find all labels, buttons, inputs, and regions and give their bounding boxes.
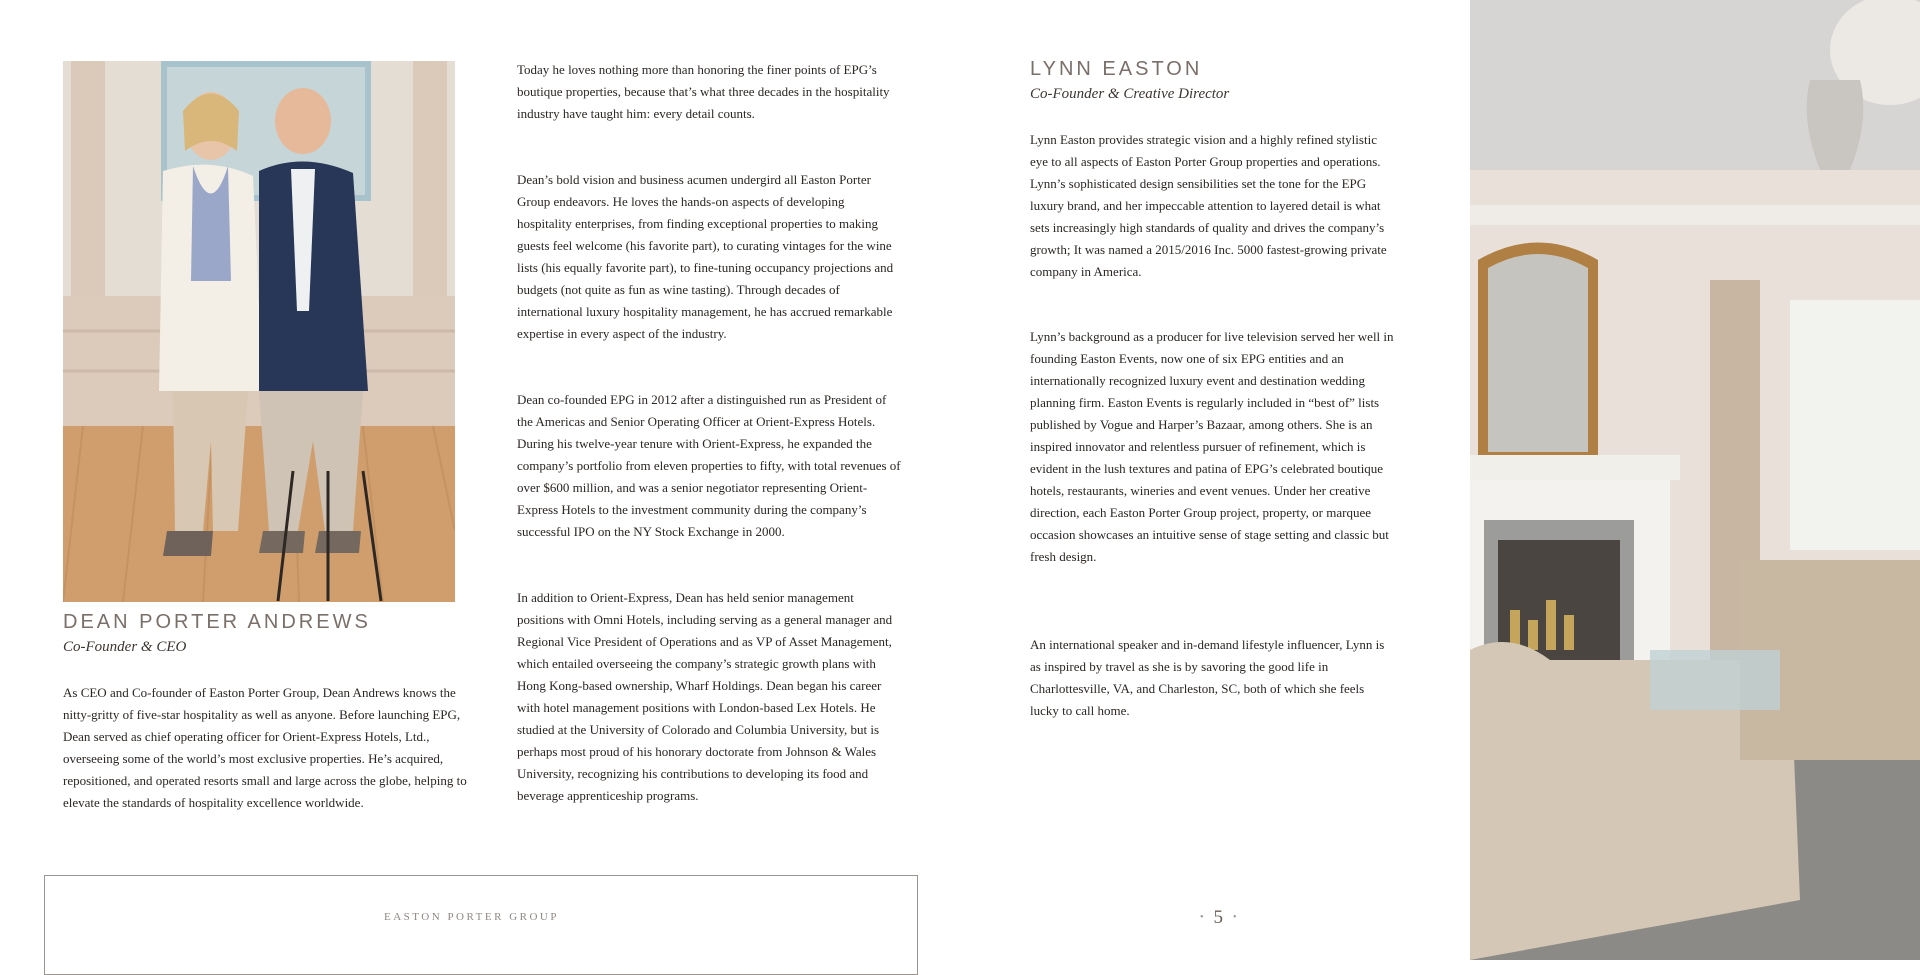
person-role-dean: Co-Founder & CEO xyxy=(63,639,187,655)
page-number-value: 5 xyxy=(1213,907,1224,928)
founders-photo xyxy=(63,61,455,602)
interior-photo xyxy=(1470,0,1920,960)
person-role-lynn: Co-Founder & Creative Director xyxy=(1030,86,1230,102)
bio-paragraph: As CEO and Co-founder of Easton Porter Group, Dean Andrews knows the nitty-gritty of five-star hospitality as well as anyone. Before launching EPG, Dean served as chief operating officer for Orient-Express Hotels, Ltd., overseeing some of the world’s most exclusive properties. He’s acquired, repositioned, and operated resorts small and large across the globe, helping to elevate the standards of hospitality excellence worldwide. xyxy=(63,685,467,810)
footer-company-name: EASTON PORTER GROUP xyxy=(384,911,559,923)
person-name-dean: DEAN PORTER ANDREWS xyxy=(63,611,371,633)
bio-paragraph: Lynn Easton provides strategic vision and a highly refined stylistic eye to all aspects of Easton Porter Group properties and operations. Lynn’s sophisticated design sensibilities set the tone for the EPG luxury brand, and her impeccable attention to layered detail is what sets increasingly high standards of quality and drives the company’s growth; It was named a 2015/2016 Inc. 5000 fastest-growing private company in America. xyxy=(1030,132,1387,279)
bio-paragraph: Dean’s bold vision and business acumen undergird all Easton Porter Group endeavors. He loves the hands-on aspects of developing hospitality enterprises, from finding exceptional properties to making guests feel welcome (his favorite part), to curating vintages for the wine lists (his equally favorite part), to fine-tuning occupancy projections and budgets (not quite as fun as wine tasting). Through decades of international luxury hospitality management, he has accrued remarkable expertise in every aspect of the industry. xyxy=(517,172,894,341)
bio-paragraph: Today he loves nothing more than honoring the finer points of EPG’s boutique properties, because that’s what three decades in the hospitality industry have taught him: every detail counts. xyxy=(517,62,890,121)
person-name-lynn: LYNN EASTON xyxy=(1030,58,1203,80)
page-number xyxy=(1190,907,1247,929)
bio-paragraph: An international speaker and in-demand lifestyle influencer, Lynn is as inspired by travel as she is by savoring the good life in Charlottesville, VA, and Charleston, SC, both of which she feels lucky to call home. xyxy=(1030,637,1385,718)
bullet-icon: • xyxy=(1200,912,1204,923)
bio-paragraph: Dean co-founded EPG in 2012 after a distinguished run as President of the Americas and Senior Operating Officer at Orient-Express Hotels. During his twelve-year tenure with Orient-Express, he expanded the company’s portfolio from eleven properties to fifty, with total revenues of over $600 million, and was a senior negotiator representing Orient-Express Hotels to the investment community during the company’s successful IPO on the NY Stock Exchange in 2000. xyxy=(517,392,901,539)
bio-paragraph: In addition to Orient-Express, Dean has held senior management positions with Omni Hotels, including serving as a general manager and Regional Vice President of Operations and as VP of Asset Management, which entailed overseeing the company’s strategic growth plans with Hong Kong-based ownership, Wharf Holdings. Dean began his career with hotel management positions with London-based Lex Hotels. He studied at the University of Colorado and Columbia University, but is perhaps most proud of his honorary doctorate from Johnson & Wales University, recognizing his contributions to developing its food and beverage apprenticeship programs. xyxy=(517,590,893,803)
footer-frame xyxy=(44,875,918,975)
bullet-icon: • xyxy=(1233,912,1237,923)
bio-paragraph: Lynn’s background as a producer for live television served her well in founding Easton Events, now one of six EPG entities and an internationally recognized luxury event and destination wedding planning firm. Easton Events is regularly included in “best of” lists published by Vogue and Harper’s Bazaar, among others. She is an inspired innovator and relentless pursuer of refinement, which is evident in the lush textures and patina of EPG’s celebrated boutique hotels, restaurants, wineries and event venues. Under her creative direction, each Easton Porter Group project, property, or marquee occasion showcases an intuitive sense of stage setting and classic but fresh design. xyxy=(1030,329,1394,564)
